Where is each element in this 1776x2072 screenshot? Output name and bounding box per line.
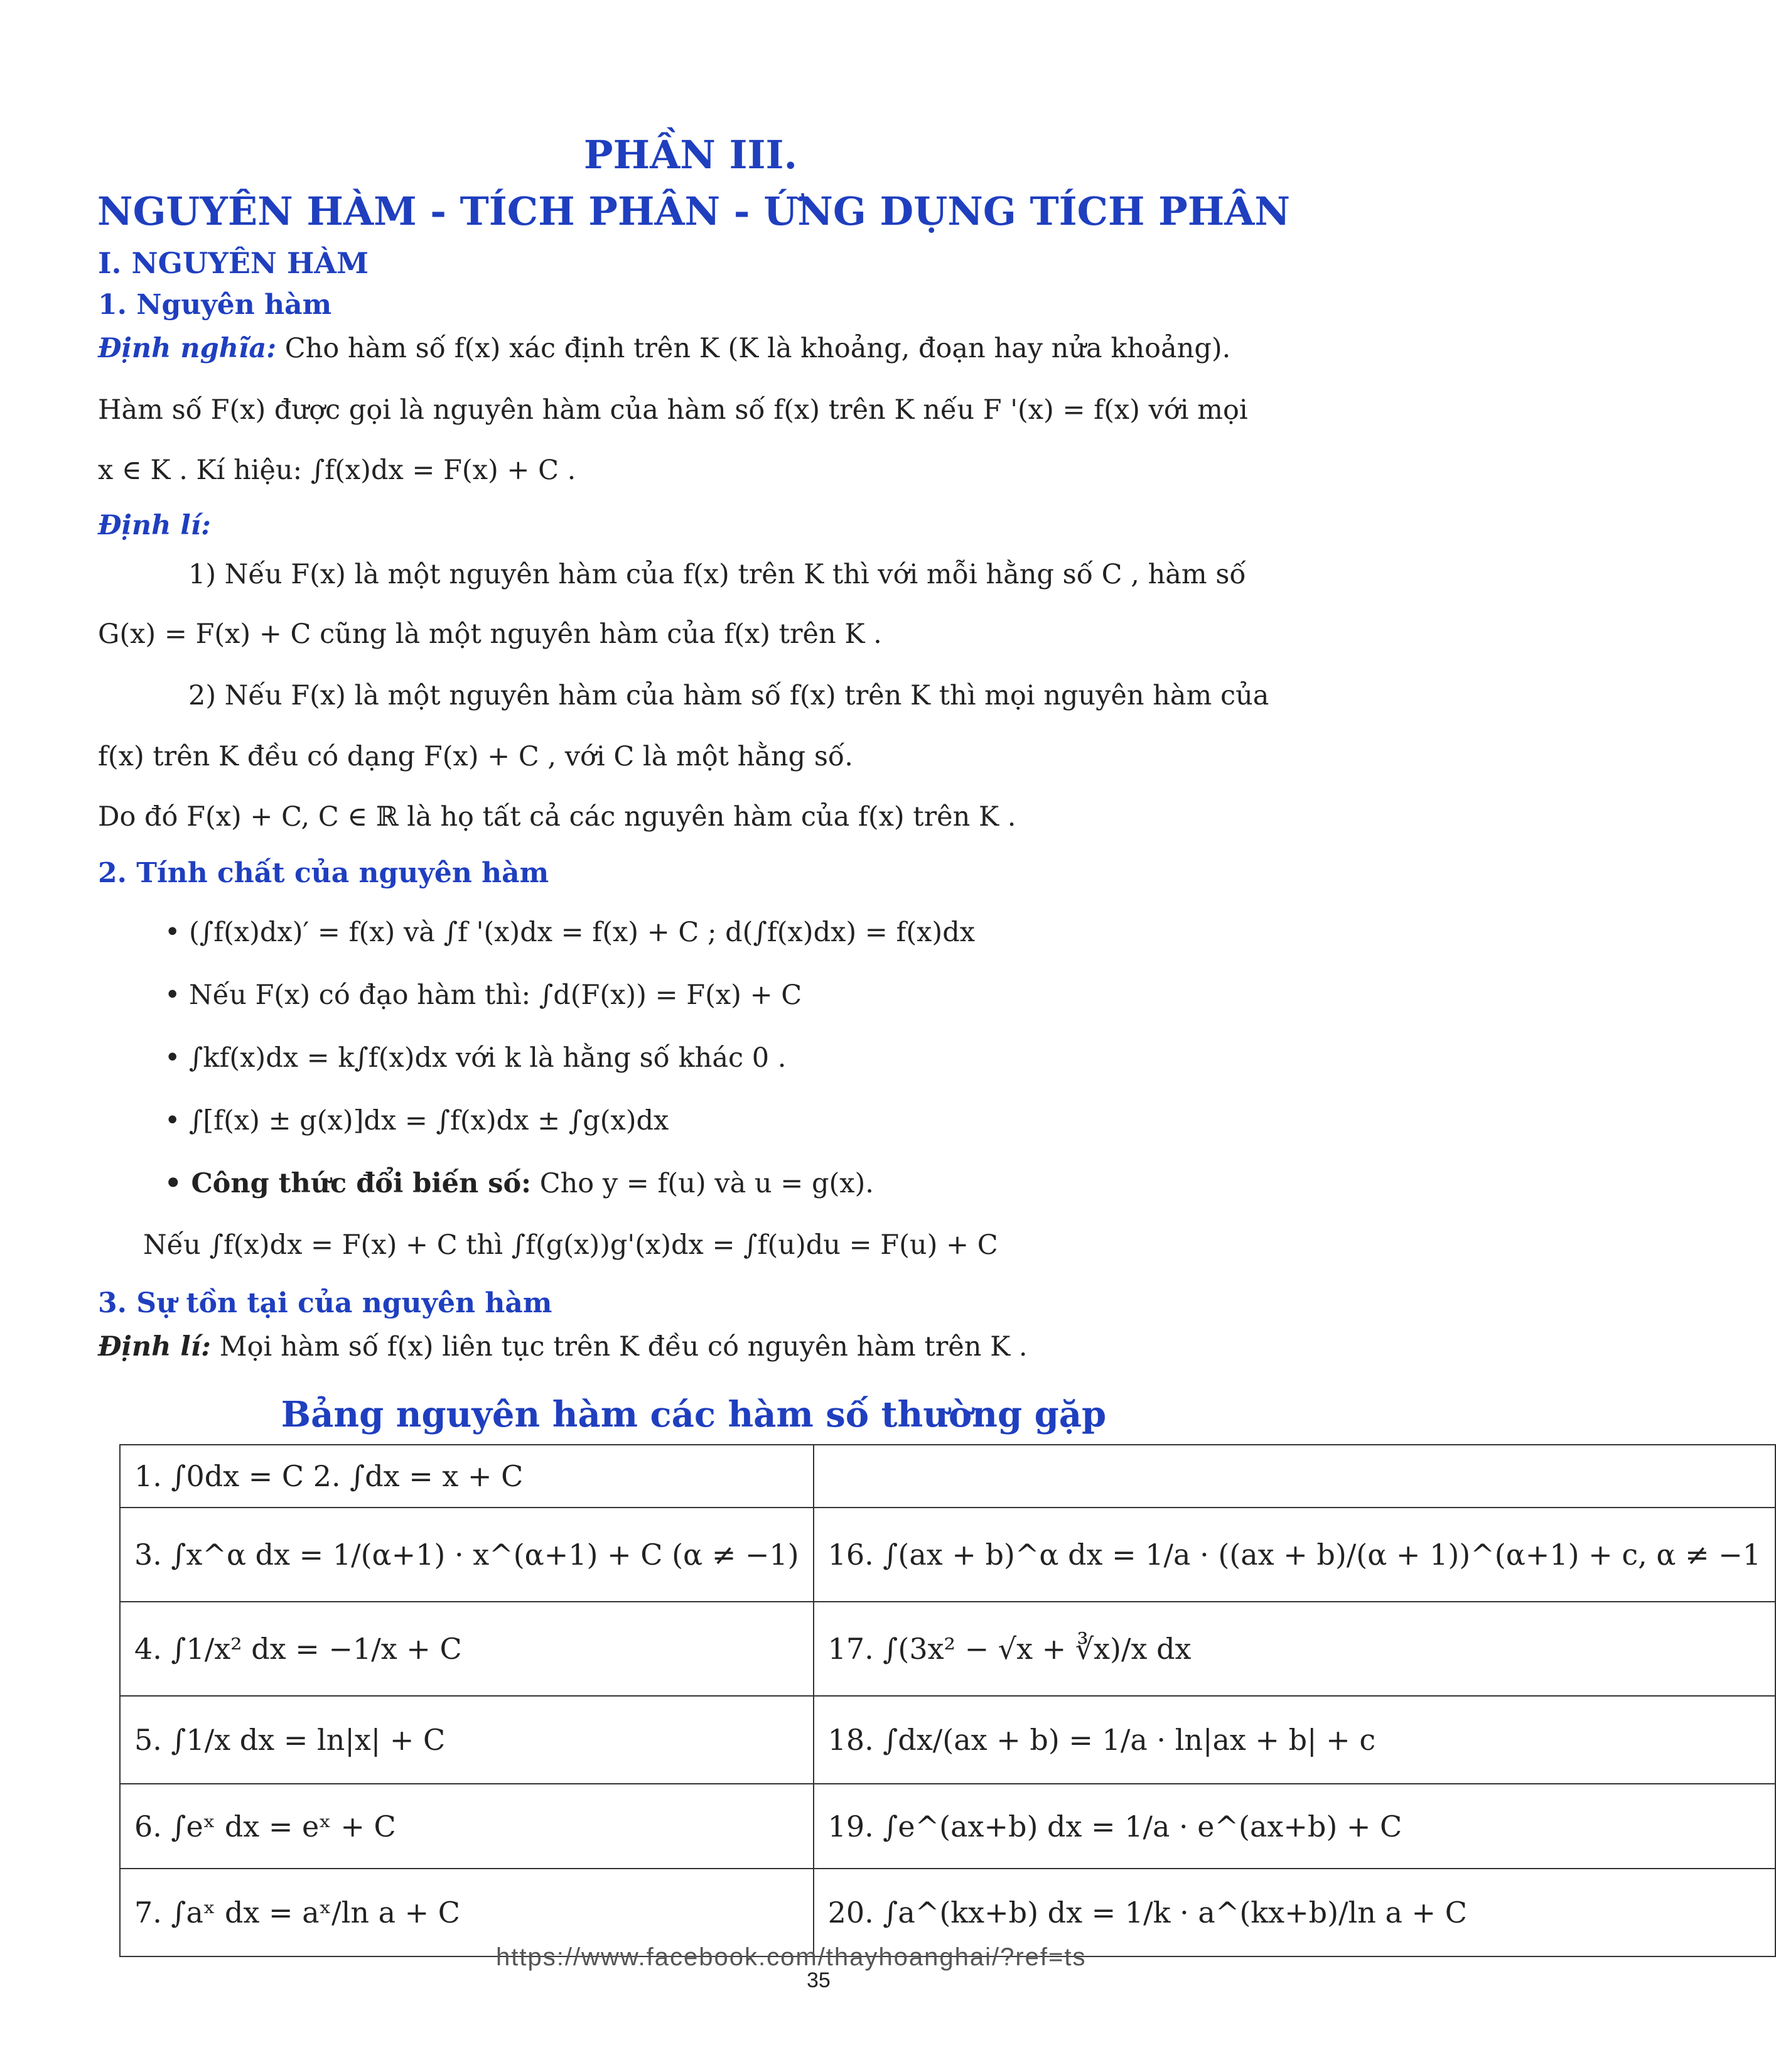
page-number: 35: [807, 1968, 831, 1992]
table-cell-right: 19. ∫e^(ax+b) dx = 1/a · e^(ax+b) + C: [814, 1784, 1775, 1869]
table-cell-right: 17. ∫(3x² − √x + ∛x)/x dx: [814, 1602, 1775, 1696]
property-6: Nếu ∫f(x)dx = F(x) + C thì ∫f(g(x))g'(x)dx = ∫f(u)du = F(u) + C: [143, 1229, 998, 1261]
subsection-heading-2: 2. Tính chất của nguyên hàm: [98, 857, 549, 889]
property-5: [164, 1168, 874, 1199]
main-title: NGUYÊN HÀM - TÍCH PHÂN - ỨNG DỤNG TÍCH PHÂN: [97, 188, 1291, 234]
table-cell-left: 5. ∫1/x dx = ln|x| + C: [120, 1696, 814, 1784]
table-cell-left: 4. ∫1/x² dx = −1/x + C: [120, 1602, 814, 1696]
existence-text: Mọi hàm số f(x) liên tục trên K đều có nguyên hàm trên K .: [219, 1331, 1028, 1362]
table-cell-right: [814, 1445, 1775, 1508]
subsection-heading-1: 1. Nguyên hàm: [98, 289, 332, 321]
definition-text-3: x ∈ K . Kí hiệu: ∫f(x)dx = F(x) + C .: [98, 455, 576, 486]
antiderivative-table: [119, 1444, 1776, 1957]
table-cell-right: 20. ∫a^(kx+b) dx = 1/k · a^(kx+b)/ln a + C: [814, 1869, 1775, 1956]
table-row: [120, 1508, 1775, 1602]
theorem-text-1: 1) Nếu F(x) là một nguyên hàm của f(x) trên K thì với mỗi hằng số C , hàm số: [188, 559, 1246, 590]
part-title: PHẦN III.: [583, 132, 798, 178]
existence-paragraph: [98, 1331, 1028, 1362]
footer-url[interactable]: https://www.facebook.com/thayhoanghai/?ref=ts: [496, 1943, 1087, 1971]
table-cell-right: 16. ∫(ax + b)^α dx = 1/a · ((ax + b)/(α + 1))^(α+1) + c, α ≠ −1: [814, 1508, 1775, 1602]
property-1: • (∫f(x)dx)′ = f(x) và ∫f '(x)dx = f(x) + C ; d(∫f(x)dx) = f(x)dx: [164, 917, 975, 948]
property-2: • Nếu F(x) có đạo hàm thì: ∫d(F(x)) = F(x) + C: [164, 979, 802, 1011]
definition-text-1: Cho hàm số f(x) xác định trên K (K là khoảng, đoạn hay nửa khoảng).: [284, 333, 1231, 364]
table-cell-left: 7. ∫aˣ dx = aˣ/ln a + C: [120, 1869, 814, 1956]
definition-text-2: Hàm số F(x) được gọi là nguyên hàm của hàm số f(x) trên K nếu F '(x) = f(x) với mọi: [98, 394, 1248, 426]
definition-label: Định nghĩa:: [98, 333, 277, 364]
substitution-text: Cho y = f(u) và u = g(x).: [539, 1168, 874, 1199]
substitution-label: • Công thức đổi biến số:: [164, 1168, 532, 1199]
section-heading: I. NGUYÊN HÀM: [98, 246, 369, 280]
table-row: [120, 1445, 1775, 1508]
theorem-text-5: Do đó F(x) + C, C ∈ ℝ là họ tất cả các nguyên hàm của f(x) trên K .: [98, 801, 1016, 833]
table-cell-left: 3. ∫x^α dx = 1/(α+1) · x^(α+1) + C (α ≠ −1): [120, 1508, 814, 1602]
table-row: [120, 1602, 1775, 1696]
table-cell-left: 1. ∫0dx = C 2. ∫dx = x + C: [120, 1445, 814, 1508]
table-title: Bảng nguyên hàm các hàm số thường gặp: [281, 1394, 1107, 1435]
table-row: [120, 1696, 1775, 1784]
theorem-text-4: f(x) trên K đều có dạng F(x) + C , với C là một hằng số.: [98, 741, 853, 772]
theorem-text-2: G(x) = F(x) + C cũng là một nguyên hàm của f(x) trên K .: [98, 618, 882, 650]
table-row: [120, 1784, 1775, 1869]
property-4: • ∫[f(x) ± g(x)]dx = ∫f(x)dx ± ∫g(x)dx: [164, 1105, 669, 1136]
subsection-heading-3: 3. Sự tồn tại của nguyên hàm: [98, 1287, 552, 1319]
property-3: • ∫kf(x)dx = k∫f(x)dx với k là hằng số khác 0 .: [164, 1042, 787, 1074]
table-cell-right: 18. ∫dx/(ax + b) = 1/a · ln|ax + b| + c: [814, 1696, 1775, 1784]
table-cell-left: 6. ∫eˣ dx = eˣ + C: [120, 1784, 814, 1869]
theorem-text-3: 2) Nếu F(x) là một nguyên hàm của hàm số f(x) trên K thì mọi nguyên hàm của: [188, 680, 1269, 711]
theorem-label: Định lí:: [98, 510, 211, 541]
existence-label: Định lí:: [98, 1331, 211, 1362]
definition-paragraph-1: [98, 333, 1230, 364]
